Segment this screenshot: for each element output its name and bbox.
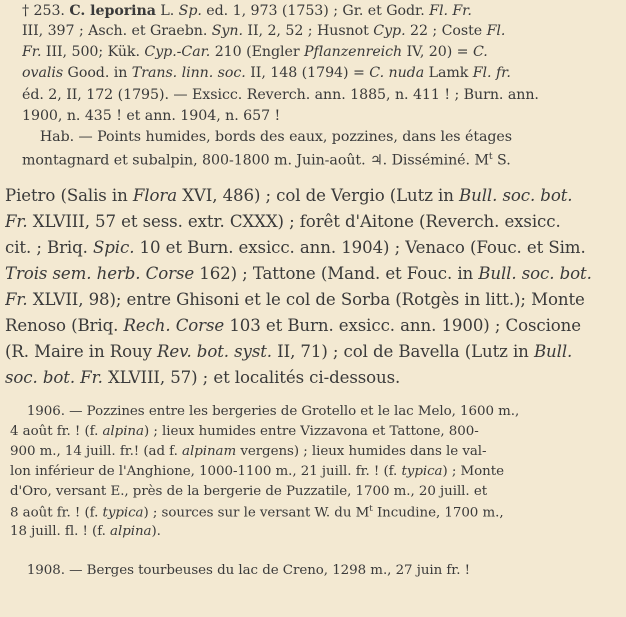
text-segment: d'Oro, versant E., près de la bergerie de Puzzatile, 1700 m., 20 juill. et <box>10 484 488 499</box>
line-b1-3 <box>22 65 626 81</box>
text-segment: Cyp.-Car. <box>144 44 211 60</box>
text-segment: Pietro (Salis in <box>5 186 133 205</box>
line-b1-1 <box>22 23 626 39</box>
line-b3-0 <box>10 404 626 419</box>
text-segment: Rech. Corse <box>123 316 225 335</box>
text-segment: typica <box>401 464 443 479</box>
line-b2-7 <box>5 368 626 387</box>
text-segment: 8 août fr. ! (f. <box>10 505 103 521</box>
text-segment: alpina <box>110 524 152 539</box>
text-segment: Good. in <box>63 65 132 81</box>
text-segment: XVI, 486) ; col de Vergio (Lutz in <box>177 186 460 205</box>
text-segment: Spic. <box>93 238 135 257</box>
text-segment: Trois sem. herb. Corse <box>5 264 195 283</box>
text-segment: cit. ; Briq. <box>5 238 93 257</box>
text-segment: 210 (Engler <box>210 44 305 60</box>
text-segment: XLVIII, 57) ; et localités ci-dessous. <box>102 368 401 387</box>
text-segment: Syn. <box>211 23 243 39</box>
text-segment: XLVII, 98); entre Ghisoni et le col de Sorba (Rotgès in litt.); Monte <box>27 290 585 309</box>
text-segment: II, 148 (1794) = <box>245 65 370 81</box>
line-b2-1 <box>5 212 626 231</box>
line-b3-6 <box>10 524 626 539</box>
text-segment: Fr. <box>5 212 28 231</box>
text-segment: II, 71) ; col de Bavella (Lutz in <box>271 342 534 361</box>
text-segment: 1906. — Pozzines entre les bergeries de Grotello et le lac Melo, 1600 m., <box>10 404 520 419</box>
text-segment: montagnard et subalpin, 800-1800 m. Juin-août. ♃. Disséminé. M <box>22 152 489 169</box>
text-segment: ). <box>151 524 161 539</box>
text-segment: Renoso (Briq. <box>5 316 124 335</box>
line-b1-4 <box>22 87 626 103</box>
text-segment: Fl. fr. <box>472 65 511 81</box>
text-segment: 22 ; Coste <box>405 23 487 39</box>
text-segment: alpina <box>102 424 144 439</box>
text-segment: ) ; Monte <box>442 464 504 479</box>
text-segment: 103 et Burn. exsicc. ann. 1900) ; Coscione <box>224 316 581 335</box>
line-b3-8 <box>10 563 626 578</box>
text-segment <box>10 544 14 559</box>
text-segment: vergens) ; lieux humides dans le val- <box>236 444 487 459</box>
text-segment: Pflanzenreich <box>304 44 403 60</box>
text-segment: 162) ; Tattone (Mand. et Fouc. in <box>194 264 479 283</box>
text-segment: III, 500; Kük. <box>41 44 145 60</box>
text-segment: II, 2, 52 ; Husnot <box>242 23 374 39</box>
line-b2-3 <box>5 264 626 283</box>
line-b2-6 <box>5 342 626 361</box>
text-segment: 1900, n. 435 ! et ann. 1904, n. 657 ! <box>22 108 281 124</box>
text-segment: 18 juill. fl. ! (f. <box>10 524 111 539</box>
text-segment: Flora <box>132 186 178 205</box>
text-segment: soc. bot. Fr. <box>5 368 103 387</box>
text-segment: III, 397 ; Asch. et Graebn. <box>22 23 212 39</box>
text-segment: 4 août fr. ! (f. <box>10 424 103 439</box>
text-segment: Fl. <box>486 23 506 39</box>
text-segment: 900 m., 14 juill. fr.! (ad f. <box>10 444 183 459</box>
text-segment: typica <box>102 505 144 521</box>
text-segment: ) ; sources sur le versant W. du M <box>143 505 370 521</box>
text-segment: XLVIII, 57 et sess. extr. CXXX) ; forêt d'Aitone (Reverch. exsicc. <box>27 212 561 231</box>
text-segment: (R. Maire in Rouy <box>5 342 158 361</box>
text-segment: C. nuda <box>369 65 425 81</box>
text-segment: Bull. <box>533 342 573 361</box>
text-segment: C. leporina <box>69 3 156 19</box>
line-b1-0 <box>22 3 626 19</box>
text-segment: t <box>488 151 493 162</box>
text-segment: Fr. <box>5 290 28 309</box>
text-segment: Trans. linn. soc. <box>131 65 246 81</box>
text-segment: 1908. — Berges tourbeuses du lac de Creno, 1298 m., 27 juin fr. ! <box>10 563 470 578</box>
text-segment: Incudine, 1700 m., <box>372 505 504 521</box>
text-segment: lon inférieur de l'Anghione, 1000-1100 m., 21 juill. fr. ! (f. <box>10 464 402 479</box>
text-segment: † 253. <box>22 3 70 19</box>
line-b1-5 <box>22 108 626 124</box>
line-b3-2 <box>10 444 626 459</box>
text-segment: Fl. Fr. <box>429 3 472 19</box>
text-segment: ovalis <box>22 65 64 81</box>
text-segment: L. <box>155 3 179 19</box>
text-segment: Bull. soc. bot. <box>478 264 592 283</box>
text-segment: ed. 1, 973 (1753) ; Gr. et Godr. <box>201 3 430 19</box>
line-b1-6 <box>22 129 626 145</box>
text-segment: C. <box>472 44 488 60</box>
text-segment: Cyp. <box>373 23 406 39</box>
text-segment: Sp. <box>178 3 202 19</box>
text-segment: t <box>369 504 373 514</box>
line-b2-4 <box>5 290 626 309</box>
line-b3-5 <box>10 504 626 520</box>
text-segment: Hab. — Points humides, bords des eaux, pozzines, dans les étages <box>22 129 513 145</box>
text-segment: Bull. soc. bot. <box>459 186 573 205</box>
line-b2-0 <box>5 186 626 205</box>
line-b2-5 <box>5 316 626 335</box>
line-b3-4 <box>10 484 626 499</box>
text-segment: Lamk <box>424 65 473 81</box>
text-segment: IV, 20) = <box>402 44 473 60</box>
line-b3-3 <box>10 464 626 479</box>
text-segment: ) ; lieux humides entre Vizzavona et Tattone, 800- <box>143 424 479 439</box>
text-segment: alpinam <box>182 444 237 459</box>
line-b3-7 <box>10 544 626 559</box>
text-segment: Rev. bot. syst. <box>157 342 272 361</box>
text-segment: éd. 2, II, 172 (1795). — Exsicc. Reverch. ann. 1885, n. 411 ! ; Burn. ann. <box>22 87 539 103</box>
text-segment: S. <box>492 152 511 169</box>
line-b2-2 <box>5 238 626 257</box>
text-segment: 10 et Burn. exsicc. ann. 1904) ; Venaco (Fouc. et Sim. <box>134 238 586 257</box>
line-b3-1 <box>10 424 626 439</box>
text-segment: Fr. <box>22 44 42 60</box>
line-b1-2 <box>22 44 626 60</box>
line-b1-7 <box>22 151 626 169</box>
